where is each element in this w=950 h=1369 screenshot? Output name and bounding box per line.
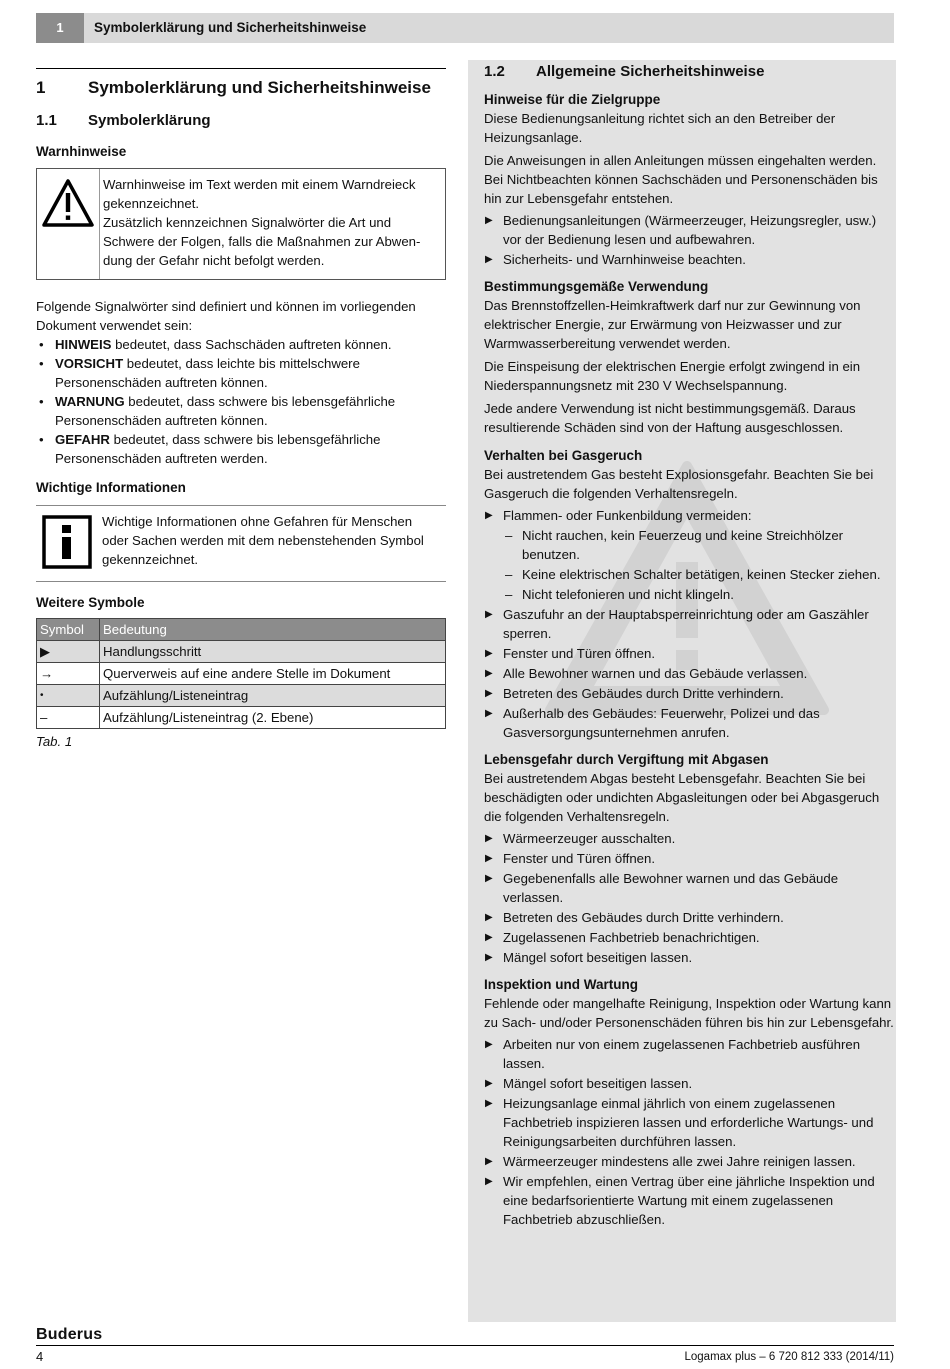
document-reference: Logamax plus – 6 720 812 333 (2014/11) bbox=[684, 1351, 894, 1363]
list-item: ▶ Arbeiten nur von einem zugelassenen Fachbetrieb ausführen lassen. bbox=[485, 1037, 861, 1071]
action-arrow-icon: ▶ bbox=[485, 648, 493, 659]
list-item: ▶ Flammen- oder Funkenbildung vermeiden: – Nicht rauchen, kein Feuerzeug und keine Streichhölzer benutzen. – Keine elektrischen Schalter betätigen, keinen Stecker ziehen. – Nicht telefonieren und nicht klingeln. bbox=[484, 506, 894, 604]
chapter-number: 1 bbox=[36, 13, 84, 43]
action-arrow-icon: ▶ bbox=[485, 668, 493, 679]
section-heading-1-2: 1.2 Allgemeine Sicherheitshinweise bbox=[484, 63, 765, 80]
action-arrow-icon: ▶ bbox=[485, 609, 493, 620]
paragraph: Die Einspeisung der elektrischen Energie erfolgt zwingend in ein Niederspannungsnetz mit 230 V Wechselspannung. bbox=[484, 359, 861, 393]
paragraph: Fehlende oder mangelhafte Reinigung, Inspektion oder Wartung kann zu Sach- und/oder Personenschäden führen bis hin zur Lebensgefahr. bbox=[484, 996, 894, 1030]
action-arrow-icon: ▶ bbox=[485, 873, 493, 884]
list-item: ▶ Mängel sofort beseitigen lassen. bbox=[485, 1076, 693, 1091]
paragraph: Diese Bedienungsanleitung richtet sich an den Betreiber der Heizungsanlage. bbox=[484, 111, 836, 145]
list-item: ▶ Betreten des Gebäudes durch Dritte verhindern. bbox=[485, 686, 784, 701]
info-box-text: Wichtige Informationen ohne Gefahren für Menschen oder Sachen werden mit dem nebenstehenden Symbol gekennzeichnet. bbox=[102, 514, 424, 567]
action-list bbox=[484, 1035, 894, 1229]
list-item: ▶ Mängel sofort beseitigen lassen. bbox=[485, 950, 693, 965]
action-list bbox=[484, 829, 894, 967]
list-item: • VORSICHT bedeutet, dass leichte bis mittelschwere Personenschäden auftreten können. bbox=[39, 356, 360, 390]
table-row: • Aufzählung/Listeneintrag bbox=[37, 685, 446, 707]
sub-list-item: – Nicht telefonieren und nicht klingeln. bbox=[505, 587, 734, 602]
action-list bbox=[484, 506, 894, 742]
action-arrow-icon: ▶ bbox=[485, 1098, 493, 1109]
paragraph: Bei austretendem Gas besteht Explosionsgefahr. Beachten Sie bei Gasgeruch die folgenden Verhaltensregeln. bbox=[484, 467, 874, 501]
list-item: ▶ Gaszufuhr an der Hauptabsperreinrichtung oder am Gaszähler sperren. bbox=[485, 607, 869, 641]
list-item: ▶ Wärmeerzeuger mindestens alle zwei Jahre reinigen lassen. bbox=[485, 1154, 856, 1169]
right-column bbox=[468, 60, 896, 1322]
action-arrow-icon: ▶ bbox=[485, 1176, 493, 1187]
brand-logo: Buderus bbox=[36, 1326, 103, 1343]
action-arrow-icon: ▶ bbox=[485, 708, 493, 719]
intended-use-heading: Bestimmungsgemäße Verwendung bbox=[484, 279, 709, 294]
signal-intro: Folgende Signalwörter sind definiert und können im vorliegenden Dokument verwendet sein: bbox=[36, 299, 416, 333]
table-caption: Tab. 1 bbox=[36, 734, 73, 749]
section-heading-1-1: 1.1 Symbolerklärung bbox=[36, 112, 211, 129]
paragraph: Das Brennstoffzellen-Heimkraftwerk darf nur zur Gewinnung von elektrischer Energie, zur Erwärmung von Heizwasser und zur Warmwasserbereitung verwendet werden. bbox=[484, 298, 861, 351]
target-group-heading: Hinweise für die Zielgruppe bbox=[484, 92, 661, 107]
cross-reference-symbol: → bbox=[37, 663, 100, 685]
list-item: ▶ Alle Bewohner warnen und das Gebäude verlassen. bbox=[485, 666, 808, 681]
list-item: • WARNUNG bedeutet, dass schwere bis lebensgefährliche Personenschäden auftreten können. bbox=[39, 394, 396, 428]
list-item: ▶ Betreten des Gebäudes durch Dritte verhindern. bbox=[485, 910, 784, 925]
list-item: ▶ Wir empfehlen, einen Vertrag über eine jährliche Inspektion und eine bedarfsorientierte Wartung mit einem zugelassenen Fachbetrieb abzuschließen. bbox=[485, 1174, 875, 1227]
action-list bbox=[484, 211, 894, 269]
action-arrow-icon: ▶ bbox=[485, 833, 493, 844]
bullet-symbol: • bbox=[37, 685, 100, 707]
action-arrow-icon: ▶ bbox=[485, 510, 493, 521]
action-arrow-icon: ▶ bbox=[485, 254, 493, 265]
sub-list bbox=[503, 526, 894, 604]
sub-list-item: – Keine elektrischen Schalter betätigen, keinen Stecker ziehen. bbox=[505, 567, 881, 582]
list-item: ▶ Gegebenenfalls alle Bewohner warnen und das Gebäude verlassen. bbox=[485, 871, 839, 905]
info-heading: Wichtige Informationen bbox=[36, 480, 186, 495]
warning-box bbox=[36, 168, 446, 280]
list-item: ▶ Außerhalb des Gebäudes: Feuerwehr, Polizei und das Gasversorgungsunternehmen anrufen. bbox=[485, 706, 820, 740]
list-item: ▶ Sicherheits- und Warnhinweise beachten. bbox=[485, 252, 746, 267]
action-arrow-icon: ▶ bbox=[485, 1156, 493, 1167]
warning-box-text: Warnhinweise im Text werden mit einem Warndreieck gekennzeichnet. Zusätzlich kennzeichnen Signalwörter die Art und Schwere der Folgen, falls die Maßnahmen zur Abwen- dung der Gefahr nicht befolgt werden. bbox=[99, 169, 445, 279]
list-item: ▶ Wärmeerzeuger ausschalten. bbox=[485, 831, 676, 846]
dash-symbol: – bbox=[37, 707, 100, 729]
action-arrow-icon: ▶ bbox=[485, 932, 493, 943]
list-item: • HINWEIS bedeutet, dass Sachschäden auftreten können. bbox=[39, 337, 392, 352]
footer-divider bbox=[36, 1345, 894, 1346]
list-item: ▶ Heizungsanlage einmal jährlich von einem zugelassenen Fachbetrieb inspizieren lassen und erforderliche Wartungs- und Reinigungsarbeiten durchführen lassen. bbox=[485, 1096, 874, 1149]
list-item: ▶ Bedienungsanleitungen (Wärmeerzeuger, Heizungsregler, usw.) vor der Bedienung lesen und aufbewahren. bbox=[485, 213, 877, 247]
table-row: → Querverweis auf eine andere Stelle im Dokument bbox=[37, 663, 446, 685]
section-heading-1: 1 Symbolerklärung und Sicherheitshinweise bbox=[36, 78, 431, 97]
table-row: ▶ Handlungsschritt bbox=[37, 641, 446, 663]
info-icon bbox=[42, 515, 92, 569]
action-arrow-icon: ▶ bbox=[485, 952, 493, 963]
action-arrow-icon: ▶ bbox=[485, 215, 493, 226]
gas-smell-heading: Verhalten bei Gasgeruch bbox=[484, 448, 643, 463]
list-item: • GEFAHR bedeutet, dass schwere bis lebensgefährliche Personenschäden auftreten werden. bbox=[39, 432, 381, 466]
paragraph: Die Anweisungen in allen Anleitungen müssen eingehalten werden. Bei Nichtbeachten können Sachschäden und Personenschäden bis hin zur Lebensgefahr entstehen. bbox=[484, 153, 878, 206]
chapter-title: Symbolerklärung und Sicherheitshinweise bbox=[94, 20, 367, 35]
action-arrow-icon: ▶ bbox=[485, 912, 493, 923]
list-item: ▶ Fenster und Türen öffnen. bbox=[485, 646, 656, 661]
symbols-table bbox=[36, 618, 446, 729]
action-arrow-icon: ▶ bbox=[485, 1039, 493, 1050]
action-arrow-symbol: ▶ bbox=[37, 641, 100, 663]
table-row: – Aufzählung/Listeneintrag (2. Ebene) bbox=[37, 707, 446, 729]
action-arrow-icon: ▶ bbox=[485, 688, 493, 699]
running-header bbox=[36, 13, 894, 43]
exhaust-heading: Lebensgefahr durch Vergiftung mit Abgasen bbox=[484, 752, 769, 767]
list-item: ▶ Fenster und Türen öffnen. bbox=[485, 851, 656, 866]
list-item: ▶ Zugelassenen Fachbetrieb benachrichtigen. bbox=[485, 930, 760, 945]
paragraph: Jede andere Verwendung ist nicht bestimmungsgemäß. Daraus resultierende Schäden sind von der Haftung ausgeschlossen. bbox=[484, 401, 856, 435]
warning-triangle-icon bbox=[41, 178, 95, 228]
left-column bbox=[36, 68, 446, 751]
page-number: 4 bbox=[36, 1349, 44, 1364]
table-header-row: Symbol Bedeutung bbox=[37, 619, 446, 641]
action-arrow-icon: ▶ bbox=[485, 1078, 493, 1089]
warn-heading: Warnhinweise bbox=[36, 144, 127, 159]
sub-list-item: – Nicht rauchen, kein Feuerzeug und keine Streichhölzer benutzen. bbox=[505, 528, 844, 562]
maintenance-heading: Inspektion und Wartung bbox=[484, 977, 638, 992]
symbols-heading: Weitere Symbole bbox=[36, 595, 145, 610]
signal-list bbox=[36, 335, 446, 468]
info-box bbox=[36, 505, 446, 582]
paragraph: Bei austretendem Abgas besteht Lebensgefahr. Beachten Sie bei beschädigten oder undichten Abgasleitungen oder bei Abgasgeruch die folgenden Verhaltensregeln. bbox=[484, 771, 880, 824]
action-arrow-icon: ▶ bbox=[485, 853, 493, 864]
